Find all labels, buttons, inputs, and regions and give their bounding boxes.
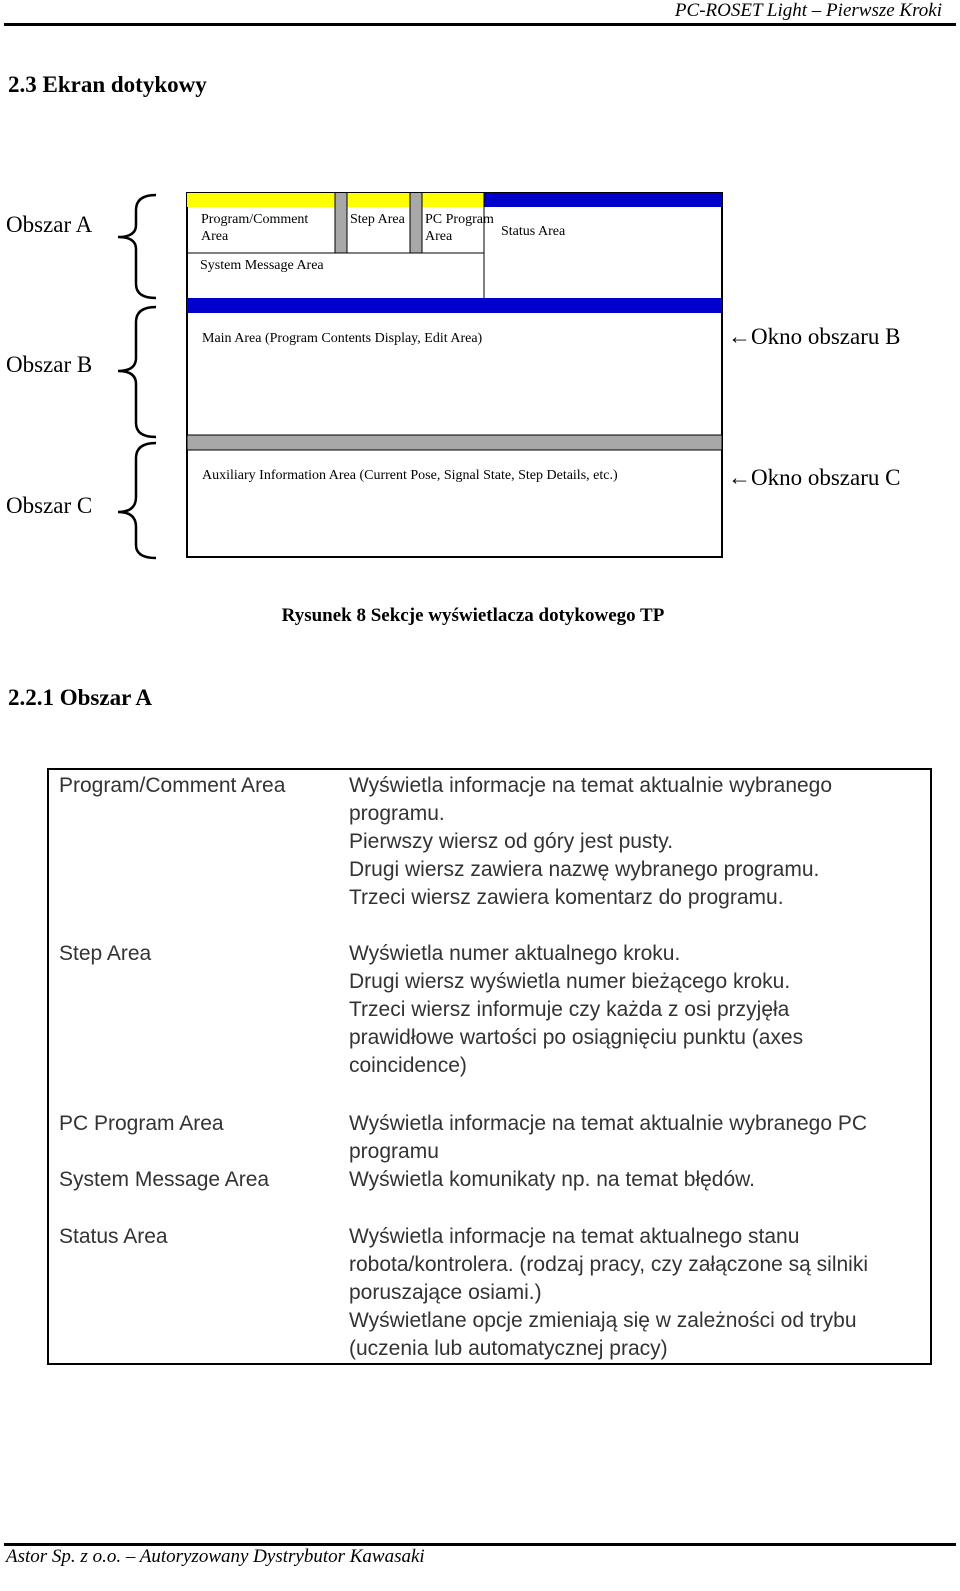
pc-program-bar — [422, 193, 484, 207]
description-line: prawidłowe wartości po osiągnięciu punktu (axes — [349, 1026, 804, 1049]
description-line: Trzeci wiersz informuje czy każda z osi przyjęła — [349, 998, 790, 1021]
description-line: Pierwszy wiersz od góry jest pusty. — [349, 830, 674, 853]
aux-area-label: Auxiliary Information Area (Current Pose, Signal State, Step Details, etc.) — [202, 468, 618, 483]
step-area-label: Step Area — [350, 212, 405, 227]
pc-gap-bar — [410, 193, 422, 207]
pc-program-area-label: PC Program Area — [425, 212, 494, 244]
section-title: 2.3 Ekran dotykowy — [8, 72, 207, 97]
table-cell-description — [349, 1166, 931, 1223]
subsection-title: 2.2.1 Obszar A — [8, 685, 152, 710]
description-line: coincidence) — [349, 1054, 467, 1077]
description-line: (uczenia lub automatycznej pracy) — [349, 1337, 668, 1360]
description-line: programu. — [349, 802, 445, 825]
step-gap-bar — [335, 193, 347, 207]
description-line: Wyświetla komunikaty np. na temat błędów. — [349, 1168, 756, 1191]
brace-area-c — [118, 443, 156, 558]
description-line: Wyświetla informacje na temat aktualnie wybranego PC — [349, 1112, 868, 1135]
page-header-title: PC-ROSET Light – Pierwsze Kroki — [674, 0, 942, 21]
system-message-area-label: System Message Area — [200, 258, 324, 273]
table-cell-description — [349, 1110, 931, 1166]
program-comment-bar — [187, 193, 335, 207]
description-line: Wyświetla informacje na temat aktualnego stanu — [349, 1225, 800, 1248]
table-cell-name: PC Program Area — [59, 1112, 224, 1135]
area-a-table — [47, 768, 932, 1365]
table-cell-description — [349, 940, 931, 1110]
description-line: programu — [349, 1140, 439, 1163]
description-line: Drugi wiersz wyświetla numer bieżącego kroku. — [349, 970, 791, 993]
table-cell-name: Program/Comment Area — [59, 774, 286, 797]
table-row — [48, 1110, 931, 1166]
description-line: Wyświetla numer aktualnego kroku. — [349, 942, 681, 965]
table-cell-name: Step Area — [59, 942, 152, 965]
program-comment-area-label: Program/Comment Area — [201, 212, 309, 244]
okno-b-label: ←Okno obszaru B — [728, 324, 901, 349]
okno-c-label: ←Okno obszaru C — [728, 465, 901, 490]
description-line: robota/kontrolera. (rodzaj pracy, czy załączone są silniki — [349, 1253, 869, 1276]
aux-area-bar — [187, 435, 722, 450]
page-footer: Astor Sp. z o.o. – Autoryzowany Dystrybutor Kawasaki — [6, 1546, 425, 1567]
status-area-label: Status Area — [501, 224, 566, 239]
table-cell-description — [349, 1223, 931, 1364]
area-c-label: Obszar C — [6, 493, 93, 518]
description-line: poruszające osiami.) — [349, 1281, 542, 1304]
table-cell-name: Status Area — [59, 1225, 168, 1248]
main-area-bar — [187, 298, 722, 313]
description-line: Wyświetla informacje na temat aktualnie wybranego — [349, 774, 833, 797]
description-line: Wyświetlane opcje zmieniają się w zależności od trybu — [349, 1309, 857, 1332]
table-row — [48, 1166, 931, 1223]
table-row — [48, 1223, 931, 1364]
diagram-graphics — [0, 0, 960, 580]
description-line: Trzeci wiersz zawiera komentarz do programu. — [349, 886, 784, 909]
main-area-label: Main Area (Program Contents Display, Edit Area) — [202, 331, 483, 346]
status-bar — [484, 193, 722, 207]
pc-side-column — [410, 207, 422, 253]
step-bar — [347, 193, 410, 207]
area-a-label: Obszar A — [6, 212, 93, 237]
table-row — [48, 769, 931, 940]
area-b-label: Obszar B — [6, 352, 93, 377]
table-cell-description — [349, 769, 931, 940]
table-row — [48, 940, 931, 1110]
figure-caption: Rysunek 8 Sekcje wyświetlacza dotykowego TP — [281, 605, 665, 626]
table-cell-name: System Message Area — [59, 1168, 270, 1191]
step-side-column — [335, 207, 347, 253]
description-line: Drugi wiersz zawiera nazwę wybranego programu. — [349, 858, 820, 881]
screen-frame — [187, 193, 722, 557]
brace-area-a — [118, 195, 156, 298]
brace-area-b — [118, 307, 156, 437]
